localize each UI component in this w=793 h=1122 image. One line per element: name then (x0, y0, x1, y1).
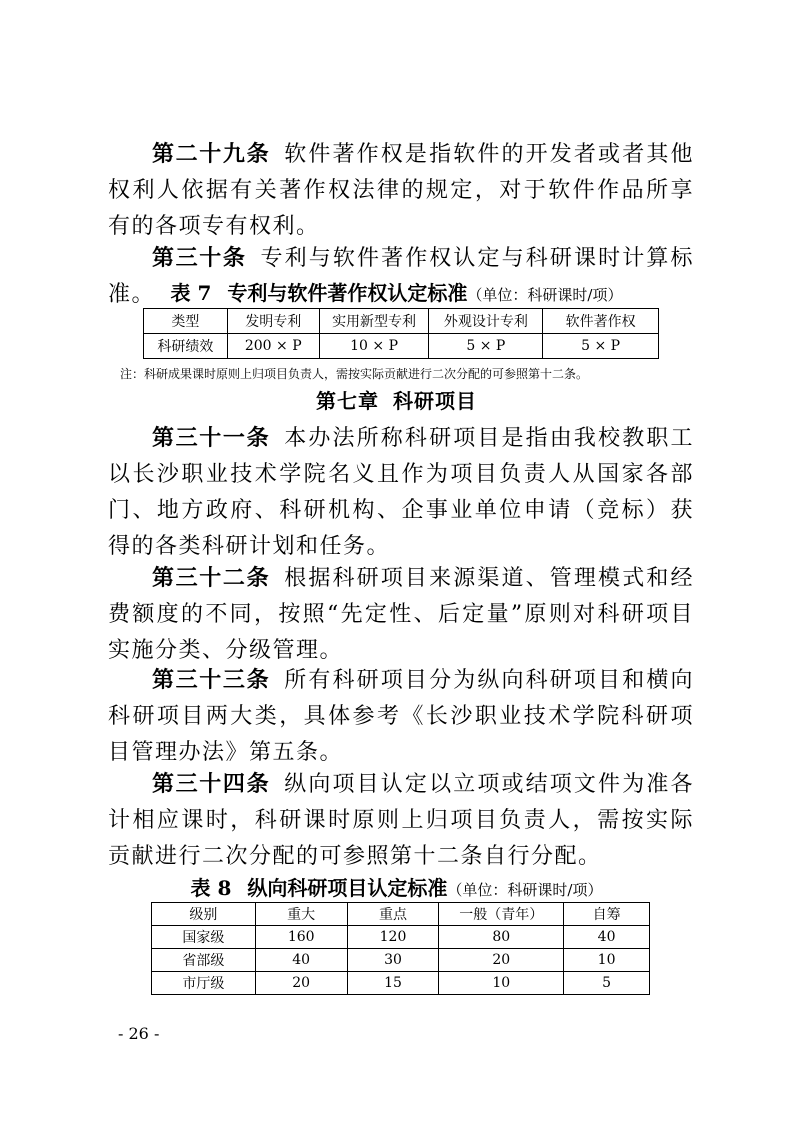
table-8-title: 纵向科研项目认定标准 (247, 876, 448, 900)
chapter-heading (0, 386, 793, 416)
table-8-header-cell: 级别 (152, 903, 256, 926)
article-30-heading: 第三十条 (152, 245, 247, 271)
article-32-heading: 第三十二条 (152, 565, 271, 591)
table-8-cell: 20 (255, 972, 347, 995)
table-7-row (144, 334, 659, 359)
table-7-header-cell: 外观设计专利 (429, 309, 543, 334)
table-7-header-cell: 类型 (144, 309, 228, 334)
chapter-number: 第七章 (316, 389, 379, 413)
table-8-row (152, 972, 650, 995)
table-8-cell: 15 (347, 972, 439, 995)
table-8-cell: 20 (439, 949, 564, 972)
table-8-cell: 10 (564, 949, 650, 972)
table-7-number: 表 7 (170, 281, 212, 305)
article-34-text: 纵向项目认定以立项或结项文件为准各计相应课时，科研课时原则上归项目负责人，需按实际贡献进行二次分配的可参照第十二条自行分配。 (108, 772, 694, 869)
table-7-header-cell: 发明专利 (227, 309, 319, 334)
article-34-heading: 第三十四条 (152, 771, 271, 797)
table-7-header-cell: 软件著作权 (543, 309, 659, 334)
table-8-cell: 30 (347, 949, 439, 972)
table-8-cell: 5 (564, 972, 650, 995)
table-8-number: 表 8 (190, 876, 232, 900)
article-31-text: 本办法所称科研项目是指由我校教职工以长沙职业技术学院名义且作为项目负责人从国家各部门、地方政府、科研机构、企事业单位申请（竞标）获得的各类科研计划和任务。 (108, 426, 694, 559)
table-7-caption (0, 279, 793, 309)
table-7-note: 注：科研成果课时原则上归项目负责人，需按实际贡献进行二次分配的可参照第十二条。 (120, 367, 589, 381)
article-34 (108, 766, 694, 875)
table-8 (151, 902, 650, 995)
table-8-row (152, 949, 650, 972)
table-8-cell: 40 (255, 949, 347, 972)
table-7 (143, 308, 659, 359)
article-29-text: 软件著作权是指软件的开发者或者其他权利人依据有关著作权法律的规定，对于软件作品所享有的各项专有权利。 (108, 142, 694, 239)
table-8-header-cell: 自筹 (564, 903, 650, 926)
table-8-cell: 80 (439, 926, 564, 949)
chapter-title: 科研项目 (393, 389, 477, 413)
table-8-cell: 120 (347, 926, 439, 949)
table-7-cell: 200 × P (227, 334, 319, 359)
table-7-header-row (144, 309, 659, 334)
table-7-cell: 科研绩效 (144, 334, 228, 359)
table-8-header-cell: 重大 (255, 903, 347, 926)
table-7-title: 专利与软件著作权认定标准 (227, 281, 468, 305)
table-8-header-row (152, 903, 650, 926)
table-7-cell: 5 × P (429, 334, 543, 359)
table-8-row (152, 926, 650, 949)
article-32-text: 根据科研项目来源渠道、管理模式和经费额度的不同，按照“先定性、后定量”原则对科研项目实施分类、分级管理。 (108, 566, 694, 663)
table-8-cell: 10 (439, 972, 564, 995)
table-8-cell: 40 (564, 926, 650, 949)
article-29-heading: 第二十九条 (152, 141, 271, 167)
table-8-cell: 市厅级 (152, 972, 256, 995)
article-30-text: 专利与软件著作权认定与科研课时计算标准。 (108, 246, 694, 307)
article-31-heading: 第三十一条 (152, 425, 271, 451)
table-8-cell: 国家级 (152, 926, 256, 949)
table-8-header-cell: 重点 (347, 903, 439, 926)
page-number: - 26 - (118, 1024, 160, 1043)
article-31 (108, 420, 694, 565)
table-7-header-cell: 实用新型专利 (319, 309, 429, 334)
article-32 (108, 560, 694, 669)
table-8-header-cell: 一般（青年） (439, 903, 564, 926)
article-33-text: 所有科研项目分为纵向科研项目和横向科研项目两大类，具体参考《长沙职业技术学院科研项目管理办法》第五条。 (108, 668, 694, 765)
article-33-heading: 第三十三条 (152, 667, 271, 693)
table-7-cell: 5 × P (543, 334, 659, 359)
table-8-unit: （单位：科研课时/项） (447, 881, 603, 899)
table-8-caption (0, 874, 793, 904)
table-8-cell: 160 (255, 926, 347, 949)
article-29 (108, 136, 694, 245)
table-8-cell: 省部级 (152, 949, 256, 972)
table-7-unit: （单位：科研课时/项） (467, 286, 623, 304)
table-7-cell: 10 × P (319, 334, 429, 359)
article-33 (108, 662, 694, 771)
